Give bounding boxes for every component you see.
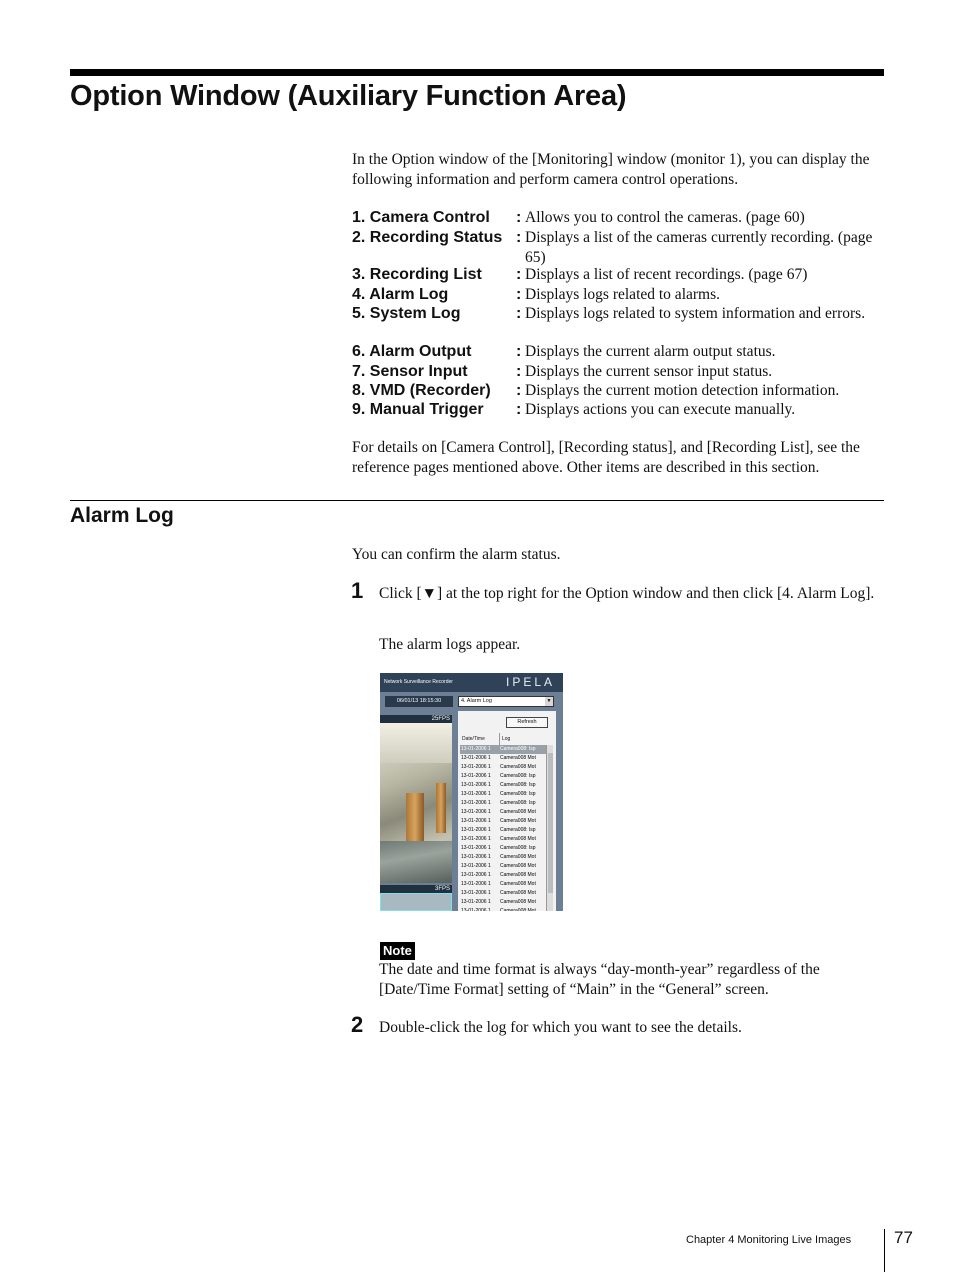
item-colon: : [516, 266, 522, 283]
table-row[interactable] [460, 835, 546, 844]
item-description: Displays the current motion detection information. [525, 382, 840, 399]
row-log: Camera008 Mot [500, 899, 536, 905]
scrollbar-thumb[interactable] [548, 753, 553, 893]
row-date: 13-01-2006 1 [461, 908, 491, 911]
item-colon: : [516, 343, 522, 360]
item-colon: : [516, 229, 522, 246]
item-colon: : [516, 286, 522, 303]
table-row[interactable] [460, 808, 546, 817]
row-date: 13-01-2006 1 [461, 791, 491, 797]
section-rule [70, 500, 884, 501]
item-description: Displays actions you can execute manually. [525, 401, 796, 418]
row-log: Camera008: Isp [500, 800, 536, 806]
item-label: 1. Camera Control [352, 209, 490, 226]
row-date: 13-01-2006 1 [461, 764, 491, 770]
camera-view[interactable] [380, 893, 452, 911]
item-colon: : [516, 401, 522, 418]
item-description: Displays the current sensor input status. [525, 363, 773, 380]
row-date: 13-01-2006 1 [461, 845, 491, 851]
row-date: 13-01-2006 1 [461, 773, 491, 779]
step-text: Double-click the log for which you want to see the details. [379, 1019, 742, 1036]
table-row[interactable] [460, 781, 546, 790]
row-log: Camera008: Isp [500, 845, 536, 851]
note-label: Note [380, 942, 415, 960]
row-log: Camera008 Mot [500, 836, 536, 842]
column-header-date[interactable]: Date/Time [462, 736, 485, 742]
option-select-value: 4. Alarm Log [461, 698, 492, 704]
step-number: 2 [351, 1012, 364, 1037]
refresh-button[interactable]: Refresh [506, 717, 548, 728]
item-colon: : [516, 363, 522, 380]
item-description: Displays a list of the cameras currently recording. (page 65) [525, 229, 873, 266]
step-result: The alarm logs appear. [379, 636, 521, 653]
item-label: 5. System Log [352, 305, 461, 322]
item-label: 7. Sensor Input [352, 363, 468, 380]
row-log: Camera008 Mot [500, 881, 536, 887]
item-label: 4. Alarm Log [352, 286, 449, 303]
intro-paragraph: In the Option window of the [Monitoring] window (monitor 1), you can display the following information and perform camera control operations. [352, 151, 870, 188]
page-title: Option Window (Auxiliary Function Area) [70, 80, 627, 112]
app-title: Network Surveillance Recorder [384, 679, 453, 685]
table-row[interactable] [460, 754, 546, 763]
section-heading: Alarm Log [70, 504, 174, 527]
brand-logo: IPELA [506, 675, 556, 689]
fps-label: 25FPS [380, 715, 452, 723]
alarm-log-screenshot [380, 673, 563, 911]
row-date: 13-01-2006 1 [461, 809, 491, 815]
row-date: 13-01-2006 1 [461, 890, 491, 896]
table-row[interactable] [460, 898, 546, 907]
clock-display: 06/01/13 18:15:30 [385, 696, 453, 707]
row-log: Camera008: Isp [500, 782, 536, 788]
row-log: Camera008 Mot [500, 755, 536, 761]
item-label: 9. Manual Trigger [352, 401, 484, 418]
row-log: Camera008 Mot [500, 764, 536, 770]
row-log: Camera008 Mot [500, 863, 536, 869]
row-log: Camera008: Isp [500, 791, 536, 797]
table-row[interactable] [460, 826, 546, 835]
row-date: 13-01-2006 1 [461, 827, 491, 833]
row-date: 13-01-2006 1 [461, 899, 491, 905]
table-row[interactable] [460, 889, 546, 898]
row-log: Camera008: Isp [500, 746, 536, 752]
item-colon: : [516, 382, 522, 399]
table-row[interactable] [460, 799, 546, 808]
item-description: Allows you to control the cameras. (page 60) [525, 209, 805, 226]
row-log: Camera008: Isp [500, 773, 536, 779]
row-date: 13-01-2006 1 [461, 836, 491, 842]
title-rule [70, 69, 884, 76]
row-date: 13-01-2006 1 [461, 818, 491, 824]
row-log: Camera008 Mot [500, 818, 536, 824]
page-number: 77 [894, 1228, 913, 1247]
item-description: Displays a list of recent recordings. (page 67) [525, 266, 808, 283]
row-log: Camera008 Mot [500, 908, 536, 911]
row-log: Camera008 Mot [500, 890, 536, 896]
table-row[interactable] [460, 763, 546, 772]
table-row[interactable] [460, 790, 546, 799]
footer-chapter: Chapter 4 Monitoring Live Images [686, 1234, 852, 1246]
footer-rule [884, 1229, 885, 1272]
table-row[interactable] [460, 862, 546, 871]
pillar-shape [436, 783, 446, 833]
row-date: 13-01-2006 1 [461, 872, 491, 878]
row-date: 13-01-2006 1 [461, 881, 491, 887]
step-text: Click [▼] at the top right for the Option window and then click [4. Alarm Log]. [379, 585, 875, 602]
details-paragraph: For details on [Camera Control], [Recording status], and [Recording List], see the reference pages mentioned above. Other items are described in this section. [352, 439, 860, 476]
row-log: Camera008: Isp [500, 827, 536, 833]
scrollbar[interactable] [546, 745, 553, 911]
table-row[interactable] [460, 880, 546, 889]
row-date: 13-01-2006 1 [461, 782, 491, 788]
row-log: Camera008 Mot [500, 872, 536, 878]
table-row[interactable] [460, 844, 546, 853]
table-row[interactable] [460, 871, 546, 880]
ceiling-shape [380, 723, 452, 763]
item-colon: : [516, 305, 522, 322]
row-date: 13-01-2006 1 [461, 746, 491, 752]
alarm-log-panel [458, 711, 556, 911]
fps-label: 3FPS [380, 885, 452, 893]
item-colon: : [516, 209, 522, 226]
camera-view[interactable] [380, 723, 452, 883]
row-log: Camera008 Mot [500, 854, 536, 860]
column-header-log[interactable]: Log [499, 733, 510, 745]
note-text: The date and time format is always “day-month-year” regardless of the [Date/Time Format] setting of “Main” in the “General” screen. [379, 961, 820, 998]
log-table-body [460, 745, 546, 911]
table-row[interactable] [460, 853, 546, 862]
row-date: 13-01-2006 1 [461, 755, 491, 761]
table-row[interactable] [460, 745, 546, 754]
table-row[interactable] [460, 907, 546, 911]
item-label: 8. VMD (Recorder) [352, 382, 491, 399]
chevron-down-icon[interactable]: ▼ [546, 698, 552, 704]
item-label: 2. Recording Status [352, 229, 503, 246]
table-row[interactable] [460, 772, 546, 781]
row-date: 13-01-2006 1 [461, 800, 491, 806]
floor-shape [380, 841, 452, 883]
row-date: 13-01-2006 1 [461, 863, 491, 869]
step-number: 1 [351, 578, 364, 603]
item-description: Displays the current alarm output status. [525, 343, 776, 360]
item-description: Displays logs related to alarms. [525, 286, 720, 303]
app-header-bar [380, 673, 563, 692]
item-label: 3. Recording List [352, 266, 482, 283]
item-description: Displays logs related to system information and errors. [525, 305, 866, 322]
item-label: 6. Alarm Output [352, 343, 472, 360]
section-intro: You can confirm the alarm status. [352, 546, 561, 563]
option-select[interactable] [458, 696, 554, 707]
row-log: Camera008 Mot [500, 809, 536, 815]
row-date: 13-01-2006 1 [461, 854, 491, 860]
table-row[interactable] [460, 817, 546, 826]
